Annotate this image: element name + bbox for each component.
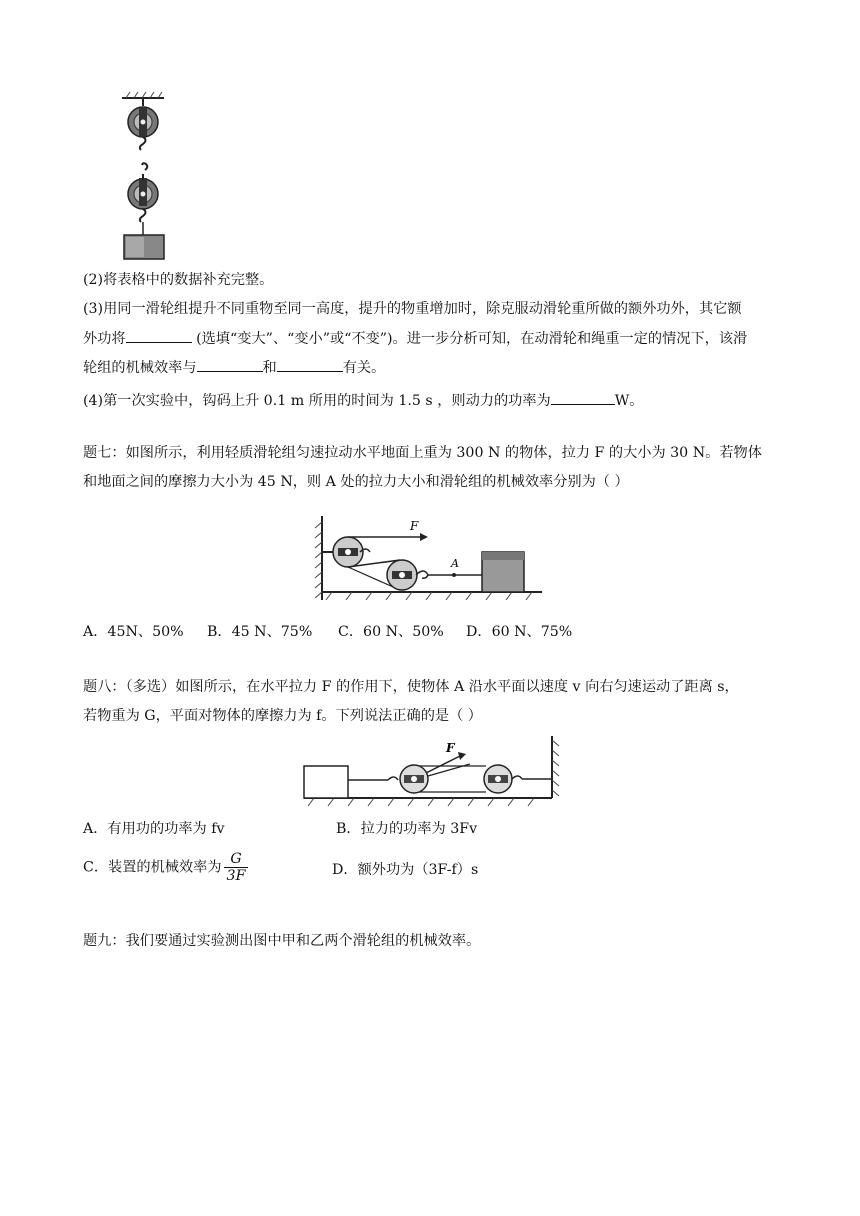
fraction-G-over-3F: $\frac{G}{3F}$ xyxy=(224,851,249,884)
q7-option-a[interactable]: A．45N、50% xyxy=(83,624,184,640)
q8-option-d[interactable]: D．额外功为（3F-f）s xyxy=(332,862,479,878)
pulley-figure-q8 xyxy=(300,734,562,808)
answer-blank[interactable] xyxy=(277,357,343,372)
q8-option-a[interactable]: A．有用功的功率为 fv xyxy=(83,821,225,837)
q9-stem-line1: 题九：我们要通过实验测出图中甲和乙两个滑轮组的机械效率。 xyxy=(83,933,481,949)
q6-part3-line3: 轮组的机械效率与 和 有关。 xyxy=(83,357,385,378)
q6-part4: (4)第一次实验中，钩码上升 0.1 m 所用的时间为 1.5 s ，则动力的功率为 W。 xyxy=(83,390,644,411)
q7-stem-line1: 题七：如图所示，利用轻质滑轮组匀速拉动水平地面上重为 300 N 的物体，拉力 F 的大小为 30 N。若物体 xyxy=(83,445,762,461)
q6-part3-line1: (3)用同一滑轮组提升不同重物至同一高度，提升的物重增加时，除克服动滑轮重所做的额外功外，其它额 xyxy=(83,301,742,317)
q7-stem-line2: 和地面之间的摩擦力大小为 45 N，则 A 处的拉力大小和滑轮组的机械效率分别为（ ） xyxy=(83,474,629,490)
q6-part3-line2: 外功将 (选填“变大”、“变小”或“不变”)。进一步分析可知，在动滑轮和绳重一定的情况下，该滑 xyxy=(83,328,747,349)
label-F: F xyxy=(446,741,455,755)
q8-option-b[interactable]: B．拉力的功率为 3Fv xyxy=(336,821,478,837)
pulley-figure-q6 xyxy=(118,92,170,262)
q7-option-c[interactable]: C．60 N、50% xyxy=(338,624,444,640)
q8-option-c[interactable]: C．装置的机械效率为 $\frac{G}{3F}$ xyxy=(83,851,248,884)
pulley-figure-q7 xyxy=(312,512,544,606)
label-A: A xyxy=(451,557,459,570)
q8-stem-line1: 题八：（多选）如图所示，在水平拉力 F 的作用下，使物体 A 沿水平面以速度 v 向右匀速运动了距离 s， xyxy=(83,679,739,695)
answer-blank[interactable] xyxy=(551,390,615,405)
q7-option-b[interactable]: B．45 N、75% xyxy=(207,624,313,640)
label-F: F xyxy=(410,519,419,533)
q7-option-d[interactable]: D．60 N、75% xyxy=(466,624,573,640)
q6-part2: (2)将表格中的数据补充完整。 xyxy=(83,272,274,288)
q8-stem-line2: 若物重为 G，平面对物体的摩擦力为 f。下列说法正确的是（ ） xyxy=(83,708,482,724)
answer-blank[interactable] xyxy=(197,357,263,372)
answer-blank[interactable] xyxy=(126,328,192,343)
